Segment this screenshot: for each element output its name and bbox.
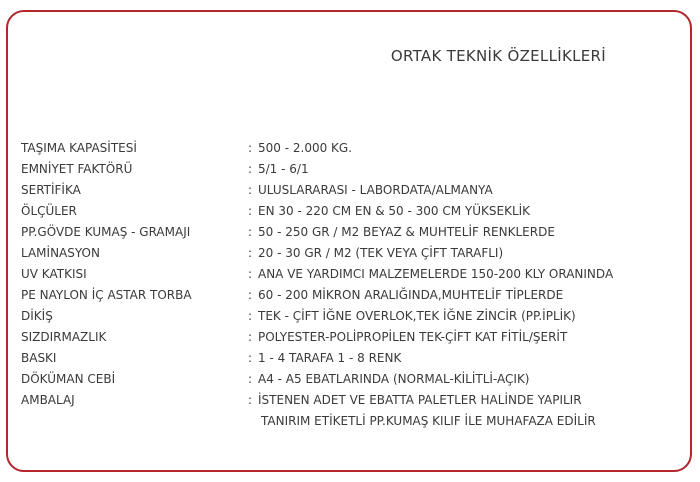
spec-separator: : xyxy=(248,141,253,155)
spec-row xyxy=(21,201,691,222)
spec-value: 20 - 30 GR / M2 (TEK VEYA ÇİFT TARAFLI) xyxy=(258,246,504,260)
spec-separator: : xyxy=(248,309,253,323)
spec-value: ULUSLARARASI - LABORDATA/ALMANYA xyxy=(258,183,493,197)
spec-row xyxy=(21,222,691,243)
spec-row xyxy=(21,390,691,411)
spec-label: ÖLÇÜLER xyxy=(21,204,77,218)
spec-label: AMBALAJ xyxy=(21,393,75,407)
spec-row xyxy=(21,285,691,306)
spec-separator: : xyxy=(248,246,253,260)
spec-separator: : xyxy=(248,330,253,344)
spec-value: 50 - 250 GR / M2 BEYAZ & MUHTELİF RENKLERDE xyxy=(258,225,555,239)
spec-label: PE NAYLON İÇ ASTAR TORBA xyxy=(21,288,192,302)
spec-label: DÖKÜMAN CEBİ xyxy=(21,372,116,386)
spec-row xyxy=(21,369,691,390)
spec-list xyxy=(21,138,691,432)
spec-label: SIZDIRMAZLIK xyxy=(21,330,107,344)
spec-separator: : xyxy=(248,288,253,302)
page-title: ORTAK TEKNİK ÖZELLİKLERİ xyxy=(390,47,606,65)
spec-value: İSTENEN ADET VE EBATTA PALETLER HALİNDE YAPILIR xyxy=(258,393,582,407)
spec-value: ANA VE YARDIMCI MALZEMELERDE 150-200 KLY ORANINDA xyxy=(258,267,614,281)
spec-separator: : xyxy=(248,372,253,386)
spec-value: POLYESTER-POLİPROPİLEN TEK-ÇİFT KAT FİTİL/ŞERİT xyxy=(258,330,568,344)
spec-row xyxy=(21,264,691,285)
spec-value: A4 - A5 EBATLARINDA (NORMAL-KİLİTLİ-AÇIK) xyxy=(258,372,530,386)
spec-row xyxy=(21,159,691,180)
spec-row xyxy=(21,243,691,264)
spec-separator: : xyxy=(248,204,253,218)
spec-label: SERTİFİKA xyxy=(21,183,81,197)
spec-row xyxy=(21,180,691,201)
spec-label: TAŞIMA KAPASİTESİ xyxy=(21,141,137,155)
spec-value: 60 - 200 MİKRON ARALIĞINDA,MUHTELİF TİPLERDE xyxy=(258,288,564,302)
spec-label: LAMİNASYON xyxy=(21,246,100,260)
spec-separator: : xyxy=(248,393,253,407)
spec-value: 500 - 2.000 KG. xyxy=(258,141,353,155)
spec-value: EN 30 - 220 CM EN & 50 - 300 CM YÜKSEKLİK xyxy=(258,204,531,218)
spec-row xyxy=(21,327,691,348)
spec-label: PP.GÖVDE KUMAŞ - GRAMAJI xyxy=(21,225,191,239)
spec-separator: : xyxy=(248,267,253,281)
spec-row xyxy=(21,138,691,159)
spec-label: EMNİYET FAKTÖRÜ xyxy=(21,162,133,176)
spec-row xyxy=(21,306,691,327)
spec-value: 1 - 4 TARAFA 1 - 8 RENK xyxy=(258,351,402,365)
spec-label: UV KATKISI xyxy=(21,267,87,281)
spec-row-continuation xyxy=(21,411,691,432)
spec-separator: : xyxy=(248,162,253,176)
spec-value: TEK - ÇİFT İĞNE OVERLOK,TEK İĞNE ZİNCİR (PP.İPLİK) xyxy=(258,309,576,323)
spec-card xyxy=(6,10,692,472)
spec-separator: : xyxy=(248,225,253,239)
spec-value-continuation: TANIRIM ETİKETLİ PP.KUMAŞ KILIF İLE MUHAFAZA EDİLİR xyxy=(261,414,596,428)
spec-row xyxy=(21,348,691,369)
spec-label: BASKI xyxy=(21,351,57,365)
spec-separator: : xyxy=(248,351,253,365)
spec-separator: : xyxy=(248,183,253,197)
spec-value: 5/1 - 6/1 xyxy=(258,162,309,176)
spec-label: DİKİŞ xyxy=(21,309,53,323)
